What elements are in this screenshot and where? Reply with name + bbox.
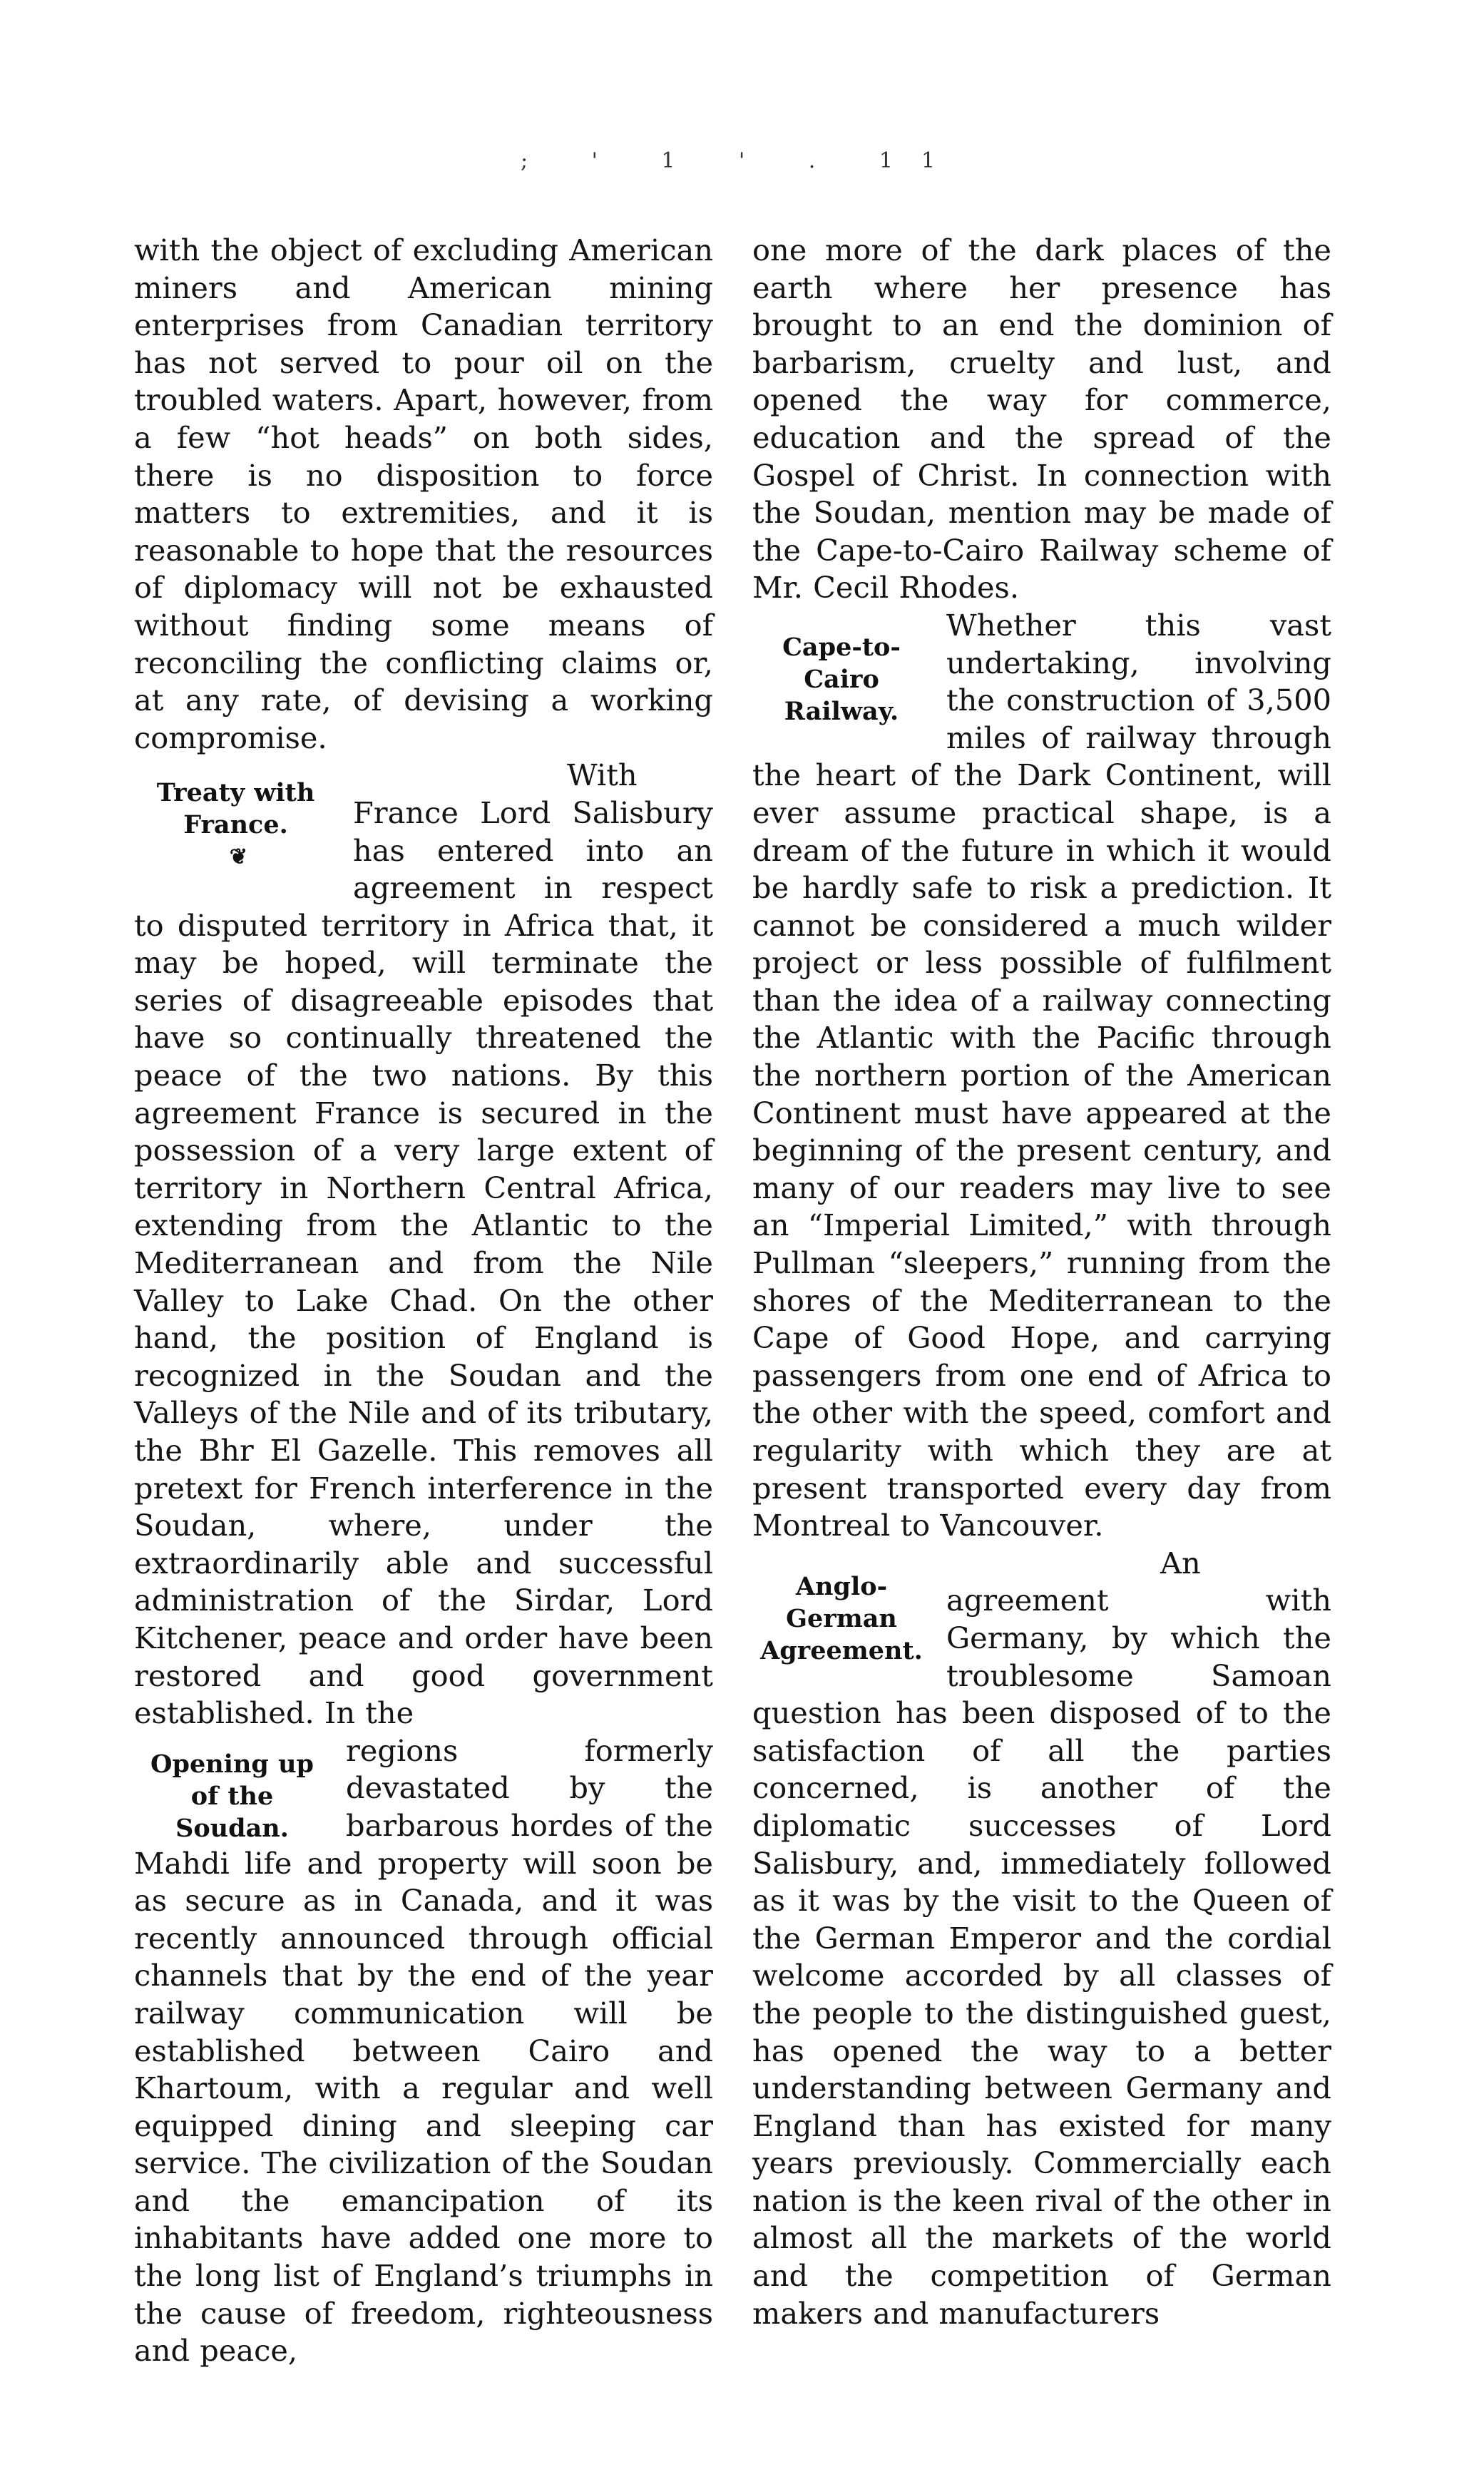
page-header: ; ' 1 ' . 11 (520, 148, 964, 173)
sidenote-line: Soudan. (175, 1813, 289, 1843)
fleuron-icon: ❦ (229, 844, 248, 870)
paragraph-anglo-german: An agreement with Germany, by which the troublesome Samoan question has been disposed of to the satisfaction of all the parties concerned, is another of the diplomatic successes of Lord Salisbury, and, immediately followed as it was by the visit to the Queen of the German Emperor and the cordial welcome accorded by all classes of the people to the distinguished guest, has opened the way to a better understanding between Germany and England than has existed for many years previously. Commercially each nation is the keen rival of the other in almost all the markets of the world and the competition of German makers and manufacturers (752, 1545, 1331, 2331)
sidenote-line: German (786, 1603, 897, 1633)
sidenote-cape-to-cairo-railway (752, 631, 931, 727)
sidenote-anglo-german-agreement (752, 1571, 931, 1667)
sidenote-line: Railway. (784, 696, 899, 726)
sidenote-opening-of-soudan (134, 1748, 330, 1844)
sidenote-line: of the (190, 1781, 274, 1811)
paragraph-soudan: regions formerly devastated by the barbarous hordes of the Mahdi life and property will soon be as secure as in Canada, and it was recently announced through official channels that by the end of the year railway communication will be established between Cairo and Khartoum, with a regular and well equipped dining and sleeping car service. The civilization of the Soudan and the emancipation of its inhabitants have added one more to the long list of England’s triumphs in the cause of freedom, righteousness and peace, (134, 1732, 713, 2369)
right-column (752, 232, 1331, 2332)
paragraph-american-miners: with the object of excluding American miners and American mining enterprises from Canadian territory has not served to pour oil on the troubled waters. Apart, however, from a few “hot heads” on both sides, there is no disposition to force matters to extremities, and it is reasonable to hope that the resources of diplomacy will not be exhausted without finding some means of reconciling the conflicting claims or, at any rate, of devising a working compromise. (134, 233, 713, 755)
sidenote-line: Agreement. (760, 1635, 923, 1665)
sidenote-line: Cape-to- (782, 632, 901, 662)
paragraph-dark-places: one more of the dark places of the earth where her presence has brought to an end the dominion of barbarism, cruelty and lust, and opened the way for commerce, education and the spread of the Gospel of Christ. In connection with the Soudan, mention may be made of the Cape-to-Cairo Railway scheme of Mr. Cecil Rhodes. (752, 233, 1331, 606)
sidenote-line: Cairo (804, 664, 879, 694)
sidenote-treaty-with-france (134, 777, 337, 873)
sidenote-line: Anglo- (795, 1571, 888, 1601)
left-column (134, 232, 713, 2370)
sidenote-line: Opening up (150, 1749, 314, 1779)
paragraph-cape-to-cairo: Whether this vast undertaking, involving the construction of 3,500 miles of railway through the heart of the Dark Continent, will ever assume practical shape, is a dream of the future in which it would be hardly safe to risk a prediction. It cannot be considered a much wilder project or less possible of fulfilment than the idea of a railway connecting the Atlantic with the Pacific through the northern portion of the American Continent must have appeared at the beginning of the present century, and many of our readers may live to see an “Imperial Limited,” with through Pullman “sleepers,” running from the shores of the Mediterranean to the Cape of Good Hope, and carrying passengers from one end of Africa to the other with the speed, comfort and regularity with which they are at present transported every day from Montreal to Vancouver. (752, 607, 1331, 1543)
sidenote-line: Treaty with (156, 778, 315, 808)
paragraph-treaty-with-france: With France Lord Salisbury has entered into an agreement in respect to disputed territory in Africa that, it may be hoped, will terminate the series of disagreeable episodes that have so continually threatened the peace of the two nations. By this agreement France is secured in the possession of a very large extent of territory in Northern Central Africa, extending from the Atlantic to the Mediterranean and from the Nile Valley to Lake Chad. On the other hand, the position of England is recognized in the Soudan and the Valleys of the Nile and of its tributary, the Bhr El Gazelle. This removes all pretext for French interference in the Soudan, where, under the extraordinarily able and successful administration of the Sirdar, Lord Kitchener, peace and order have been restored and good government established. In the (134, 757, 713, 1731)
sidenote-line: France. ❦ (134, 809, 337, 873)
